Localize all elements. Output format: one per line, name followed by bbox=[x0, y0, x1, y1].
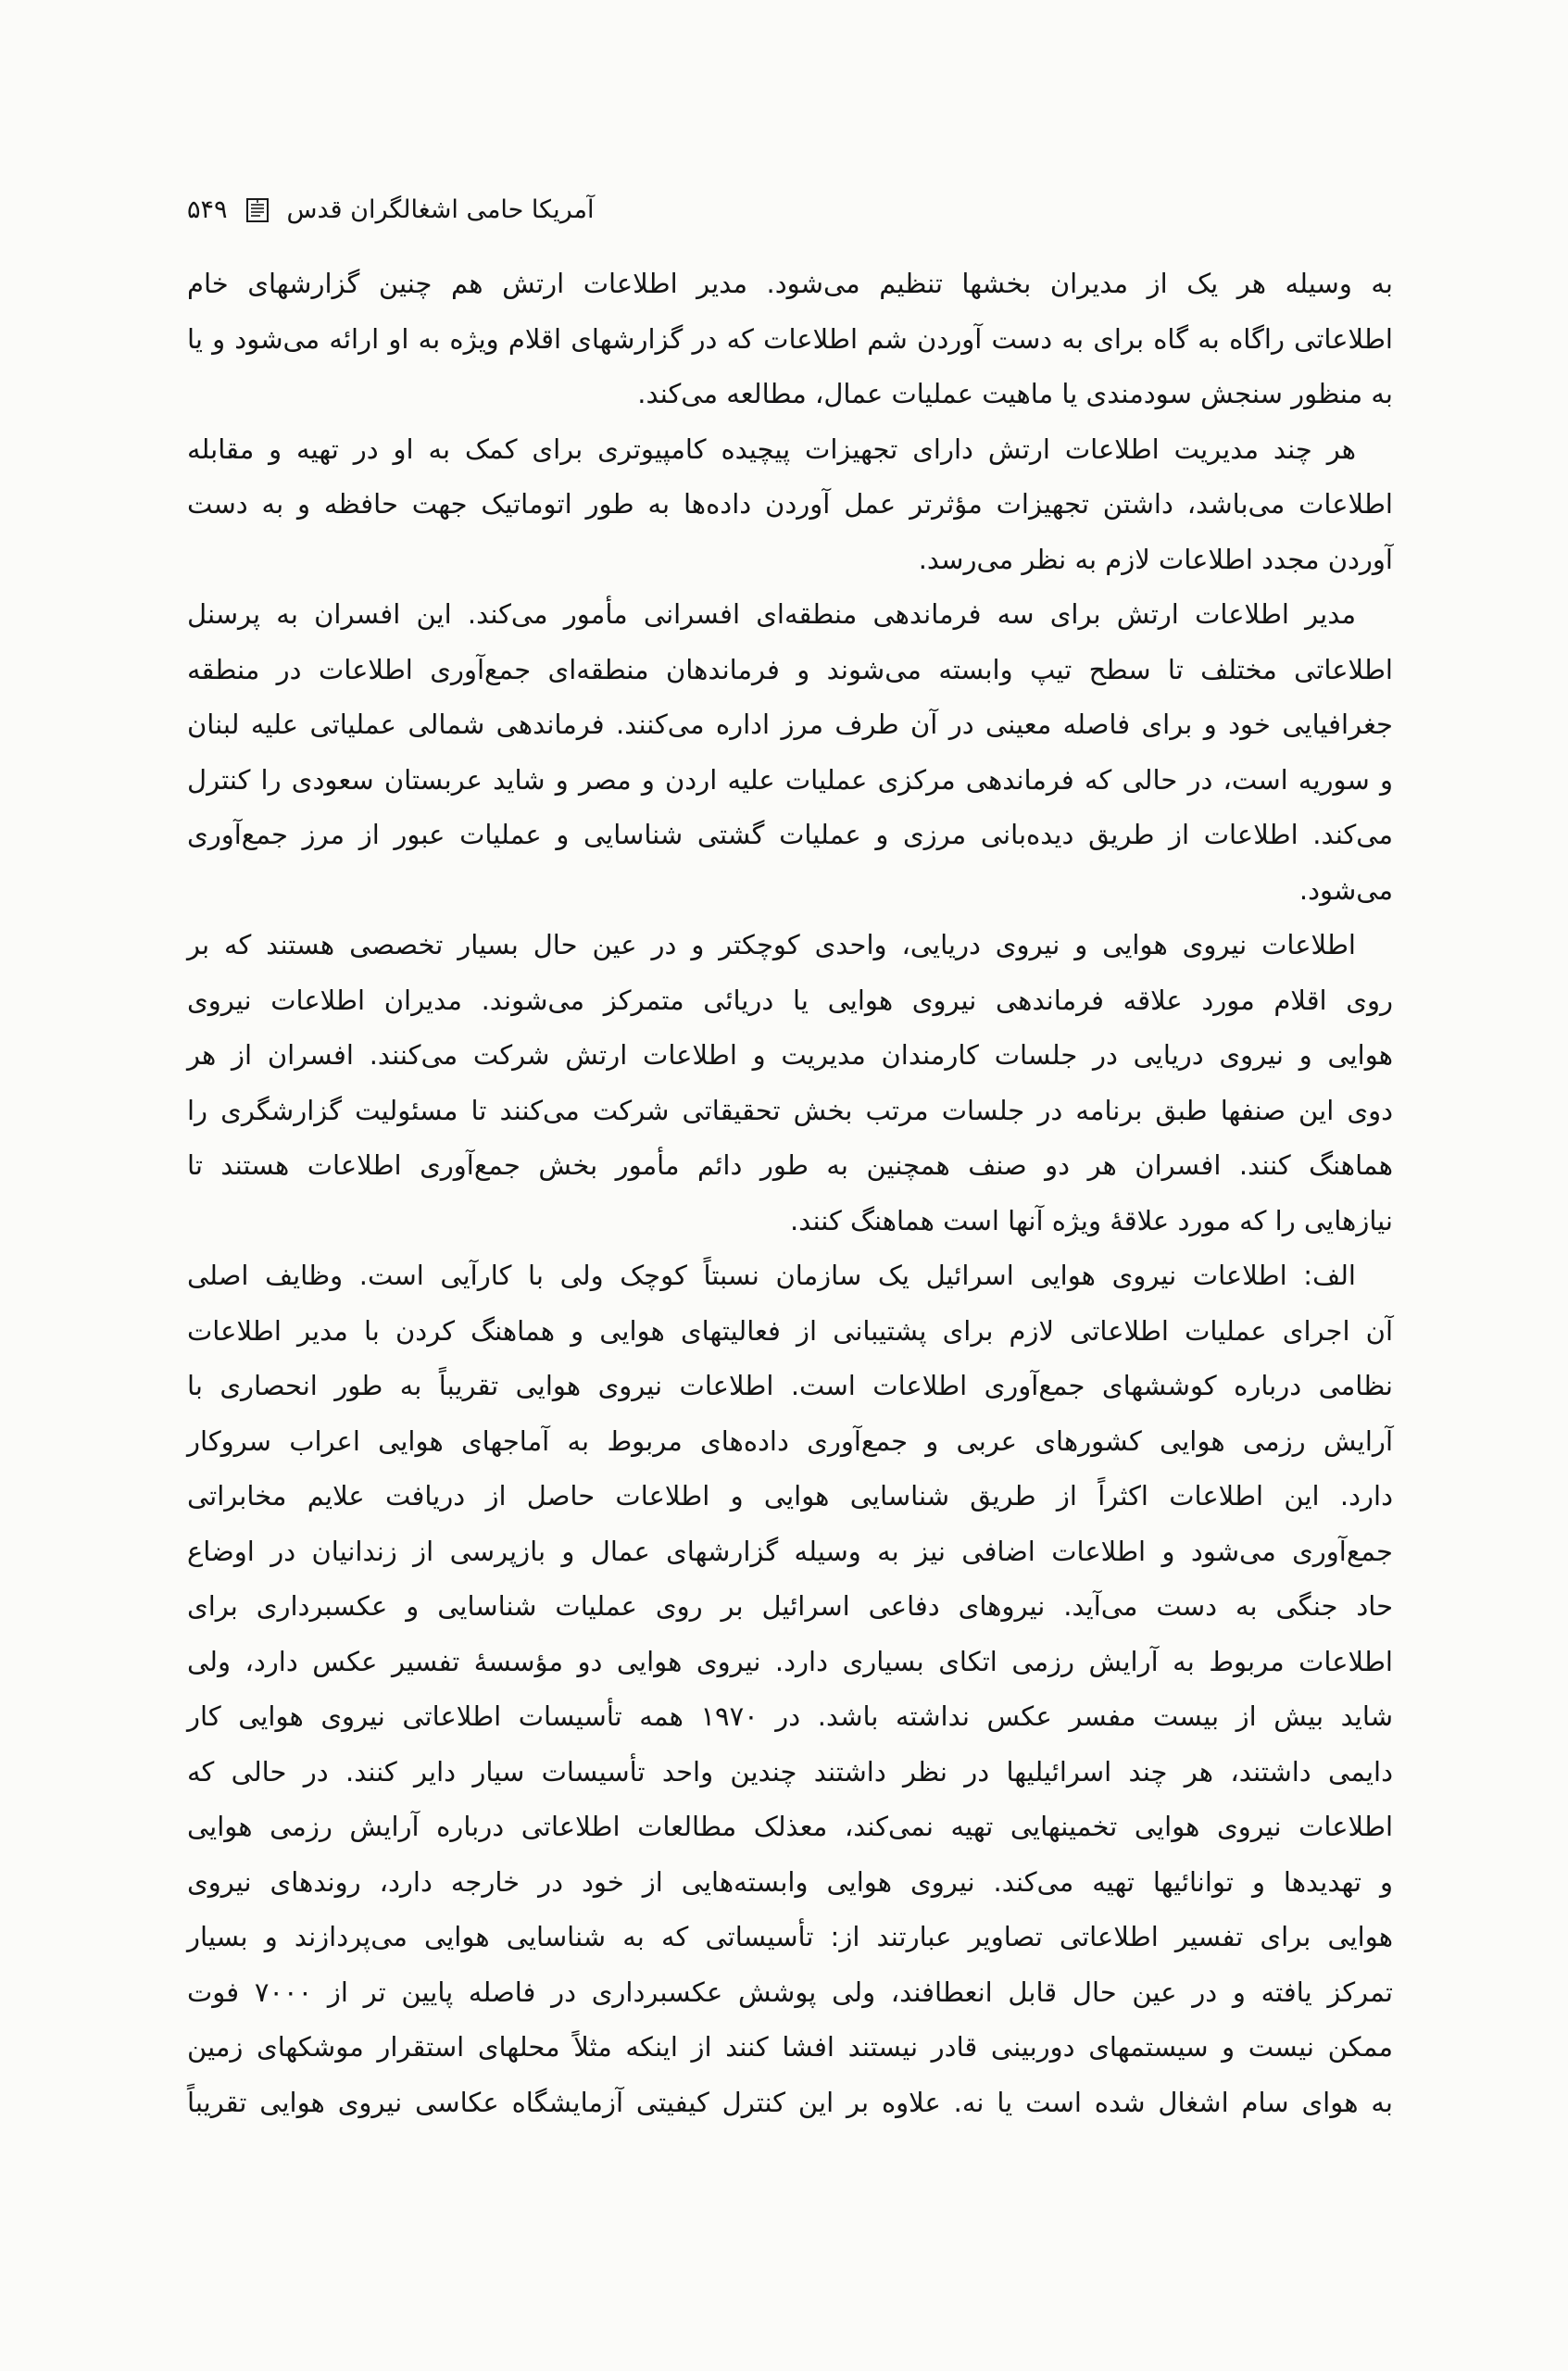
text-line: جغرافیایی خود و برای فاصله معینی در آن طرف مرز اداره می‌کنند. فرماندهی شمالی عملیاتی علیه لبنان bbox=[187, 709, 1393, 740]
body-text bbox=[187, 257, 1393, 2130]
paragraph bbox=[187, 1248, 1393, 2130]
book-icon bbox=[243, 195, 272, 225]
text-line: و سوریه است، در حالی که فرماندهی مرکزی عملیات علیه اردن و مصر و شاید عربستان سعودی را کنترل bbox=[187, 763, 1393, 796]
text-line: و تهدیدها و توانائیها تهیه می‌کند. نیروی هوایی وابسته‌هایی از خود در خارجه دارد، روندهای نیروی bbox=[187, 1865, 1393, 1898]
text-line: اطلاعات نیروی هوایی و نیروی دریایی، واحدی کوچکتر و در عین حال بسیار تخصصی هستند که بر bbox=[187, 929, 1356, 960]
text-line: هماهنگ کنند. افسران هر دو صنف همچنین به طور دائم مأمور بخش جمع‌آوری اطلاعات هستند تا bbox=[187, 1149, 1393, 1181]
text-line: اطلاعات نیروی هوایی تخمینهایی تهیه نمی‌کند، معذلک مطالعات اطلاعاتی درباره آرایش رزمی هوایی bbox=[187, 1811, 1393, 1842]
text-line: دارد. این اطلاعات اکثراً از طریق شناسایی هوایی و اطلاعات حاصل از دریافت علایم مخابراتی bbox=[187, 1480, 1393, 1512]
paragraph bbox=[187, 918, 1393, 1248]
paragraph bbox=[187, 587, 1393, 918]
text-line: شاید بیش از بیست مفسر عکس نداشته باشد. در ۱۹۷۰ همه تأسیسات اطلاعاتی نیروی هوایی کار bbox=[187, 1700, 1394, 1732]
text-line: می‌شود. bbox=[1298, 873, 1393, 906]
text-line: روی اقلام مورد علاقه فرماندهی نیروی هوایی یا دریائی متمرکز می‌شوند. مدیران اطلاعات نیروی bbox=[187, 984, 1393, 1016]
running-header-title: آمریکا حامی اشغالگران قدس bbox=[286, 195, 595, 224]
text-line: می‌کند. اطلاعات از طریق دیده‌بانی مرزی و عملیات گشتی شناسایی و عملیات عبور از مرز جمع‌آوری bbox=[187, 819, 1393, 850]
text-line: نیازهایی را که مورد علاقهٔ ویژه آنها است هماهنگ کنند. bbox=[790, 1204, 1393, 1236]
text-line: آرایش رزمی هوایی کشورهای عربی و جمع‌آوری داده‌های مربوط به آماجهای هوایی اعراب سروکار bbox=[187, 1424, 1393, 1457]
paragraph bbox=[187, 422, 1393, 588]
text-line: نظامی درباره کوششهای جمع‌آوری اطلاعات است. اطلاعات نیروی هوایی تقریباً به طور انحصاری با bbox=[187, 1370, 1393, 1401]
text-line: اطلاعات می‌باشد، داشتن تجهیزات مؤثرتر عمل آوردن داده‌ها به طور اتوماتیک جهت حافظه و به دست bbox=[187, 488, 1393, 520]
text-line: هر چند مدیریت اطلاعات ارتش دارای تجهیزات پیچیده کامپیوتری برای کمک به او در تهیه و مقابله bbox=[187, 433, 1356, 465]
text-line: ممکن نیست و سیستمهای دوربینی قادر نیستند افشا کنند از اینکه مثلاً محلهای استقرار موشکهای زمین bbox=[187, 2031, 1393, 2063]
text-line: تمرکز یافته و در عین حال قابل انعطافند، ولی پوشش عکسبرداری در فاصله پایین تر از ۷۰۰۰ فوت bbox=[187, 1976, 1393, 2008]
text-line: آوردن مجدد اطلاعات لازم به نظر می‌رسد. bbox=[918, 543, 1393, 575]
text-line: مدیر اطلاعات ارتش برای سه فرماندهی منطقه‌ای افسرانی مأمور می‌کند. این افسران به پرسنل bbox=[187, 598, 1356, 630]
text-line: به منظور سنجش سودمندی یا ماهیت عملیات عمال، مطالعه می‌کند. bbox=[637, 378, 1393, 409]
text-line: هوایی و نیروی دریایی در جلسات کارمندان مدیریت و اطلاعات ارتش شرکت می‌کنند. افسران از هر bbox=[187, 1039, 1393, 1071]
page-number: ۵۴۹ bbox=[187, 195, 228, 224]
text-line: هوایی برای تفسیر اطلاعاتی تصاویر عبارتند از: تأسیساتی که به شناسایی هوایی می‌پردازند و بسیار bbox=[187, 1921, 1393, 1952]
text-line: دوی این صنفها طبق برنامه در جلسات مرتب بخش تحقیقاتی شرکت می‌کنند تا مسئولیت گزارشگری را bbox=[187, 1094, 1393, 1126]
text-line: اطلاعاتی مختلف تا سطح تیپ وابسته می‌شوند و فرماندهان منطقه‌ای جمع‌آوری اطلاعات در منطقه bbox=[187, 653, 1393, 685]
text-line: اطلاعاتی راگاه به گاه برای به دست آوردن شم اطلاعات که در گزارشهای اقلام ویژه به او ارائه می‌شود و یا bbox=[187, 322, 1393, 355]
text-line: به هوای سام اشغال شده است یا نه. علاوه بر این کنترل کیفیتی آزمایشگاه عکاسی نیروی هوایی تقریباً bbox=[187, 2086, 1393, 2118]
paragraph bbox=[187, 257, 1393, 422]
text-line: الف: اطلاعات نیروی هوایی اسرائیل یک سازمان نسبتاً کوچک ولی با کارآیی است. وظایف اصلی bbox=[187, 1260, 1356, 1291]
text-line: اطلاعات مربوط به آرایش رزمی اتکای بسیاری دارد. نیروی هوایی دو مؤسسهٔ تفسیر عکس دارد، ولی bbox=[187, 1645, 1393, 1677]
text-line: حاد جنگی به دست می‌آید. نیروهای دفاعی اسرائیل بر روی عملیات شناسایی و عکسبرداری برای bbox=[187, 1590, 1393, 1622]
text-line: به وسیله هر یک از مدیران بخشها تنظیم می‌شود. مدیر اطلاعات ارتش هم چنین گزارشهای خام bbox=[187, 268, 1393, 299]
text-line: دایمی داشتند، هر چند اسرائیلیها در نظر داشتند چندین واحد تأسیسات سیار دایر کنند. در حالی که bbox=[187, 1755, 1393, 1788]
running-header bbox=[187, 189, 594, 232]
text-line: آن اجرای عملیات اطلاعاتی لازم برای پشتیبانی از فعالیتهای هوایی و هماهنگ کردن با مدیر اطلاعات bbox=[187, 1314, 1393, 1347]
text-line: جمع‌آوری می‌شود و اطلاعات اضافی نیز به وسیله گزارشهای عمال و بازپرسی از زندانیان در اوضاع bbox=[187, 1535, 1393, 1567]
